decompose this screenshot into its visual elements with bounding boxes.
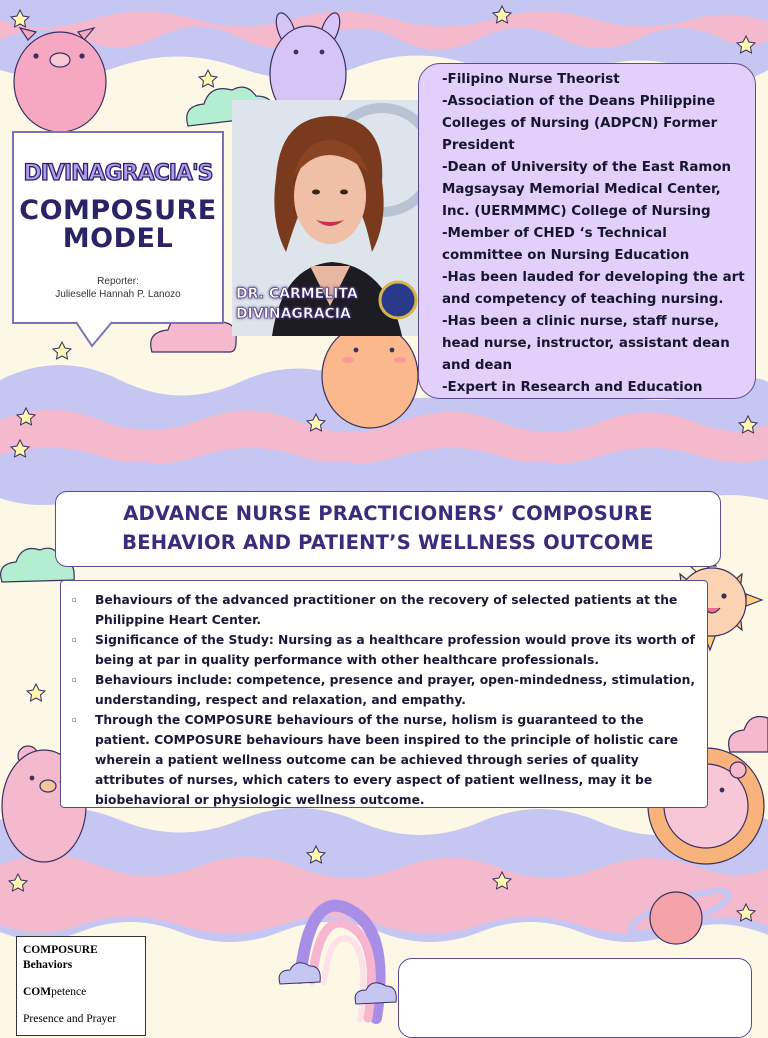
theorist-name-title: DIVINAGRACIA'S xyxy=(23,161,213,186)
section-heading-line2: BEHAVIOR AND PATIENT’S WELLNESS OUTCOME xyxy=(122,531,654,554)
table-header-line1: COMPOSURE xyxy=(23,944,98,956)
reporter-name: Julieselle Hannah P. Lanozo xyxy=(55,289,181,300)
bullet-icon: ▫ xyxy=(72,676,77,684)
bio-item: -Has been a clinic nurse, staff nurse, head nurse, instructor, assistant dean and dean xyxy=(442,314,730,373)
portrait-caption-line2: DIVINAGRACIA xyxy=(236,306,351,322)
bottom-content-card xyxy=(398,958,752,1038)
table-row-rest: petence xyxy=(51,986,87,998)
table-row xyxy=(23,985,145,1000)
model-title-line2: MODEL xyxy=(62,223,174,254)
table-row: Presence and Prayer xyxy=(23,1013,117,1025)
study-point-text: Behaviours of the advanced practitioner on the recovery of selected patients at the Philippine Heart Center. xyxy=(95,593,678,627)
portrait-photo xyxy=(232,100,422,336)
bio-item: -Association of the Deans Philippine Colleges of Nursing (ADPCN) Former President xyxy=(442,94,718,153)
reporter-info xyxy=(14,275,222,301)
study-point xyxy=(72,670,699,710)
bio-item: -Dean of University of the East Ramon Magsaysay Memorial Medical Center, Inc. (UERMMMC) College of Nursing xyxy=(442,160,732,219)
study-summary-card xyxy=(60,580,708,808)
table-header-line2: Behaviors xyxy=(23,959,73,971)
table-row-emphasis: COM xyxy=(23,986,52,998)
bio-card xyxy=(418,63,756,399)
portrait-caption xyxy=(236,284,358,324)
bio-item: -Expert in Research and Education xyxy=(442,380,703,395)
bullet-icon: ▫ xyxy=(72,716,77,724)
study-point-text: Through the COMPOSURE behaviours of the nurse, holism is guaranteed to the patient. COMPOSURE behaviours have been inspired to the principle of holistic care wherein a patient wellness outcome can be achieved through series of quality attributes of nurses, which caters to every aspect of patient wellness, may it be biobehavioral or physiologic wellness outcome. xyxy=(95,713,679,807)
model-title-line1: COMPOSURE xyxy=(19,195,217,226)
study-point xyxy=(72,710,699,810)
model-title xyxy=(14,197,222,253)
bubble-tail xyxy=(74,320,114,350)
bio-item: -Filipino Nurse Theorist xyxy=(442,72,620,87)
study-point xyxy=(72,630,699,670)
study-points-list xyxy=(61,581,707,810)
title-card xyxy=(12,131,224,324)
bio-item: -Has been lauded for developing the art and competency of teaching nursing. xyxy=(442,270,745,307)
bullet-icon: ▫ xyxy=(72,596,77,604)
study-point-text: Behaviours include: competence, presence and prayer, open-mindedness, stimulation, understanding, respect and relaxation, and empathy. xyxy=(95,673,696,707)
reporter-label: Reporter: xyxy=(97,276,139,287)
bio-item: -Member of CHED ‘s Technical committee on Nursing Education xyxy=(442,226,690,263)
portrait-caption-line1: DR. CARMELITA xyxy=(236,286,358,302)
bio-list xyxy=(419,64,755,399)
section-heading xyxy=(55,491,721,567)
section-heading-text xyxy=(56,492,720,557)
section-heading-line1: ADVANCE NURSE PRACTICIONERS’ COMPOSURE xyxy=(123,502,653,525)
bullet-icon: ▫ xyxy=(72,636,77,644)
composure-behaviors-table xyxy=(16,936,146,1036)
study-point-text: Significance of the Study: Nursing as a healthcare profession would prove its worth of being at par in quality performance with other healthcare professionals. xyxy=(95,633,695,667)
study-point xyxy=(72,590,699,630)
